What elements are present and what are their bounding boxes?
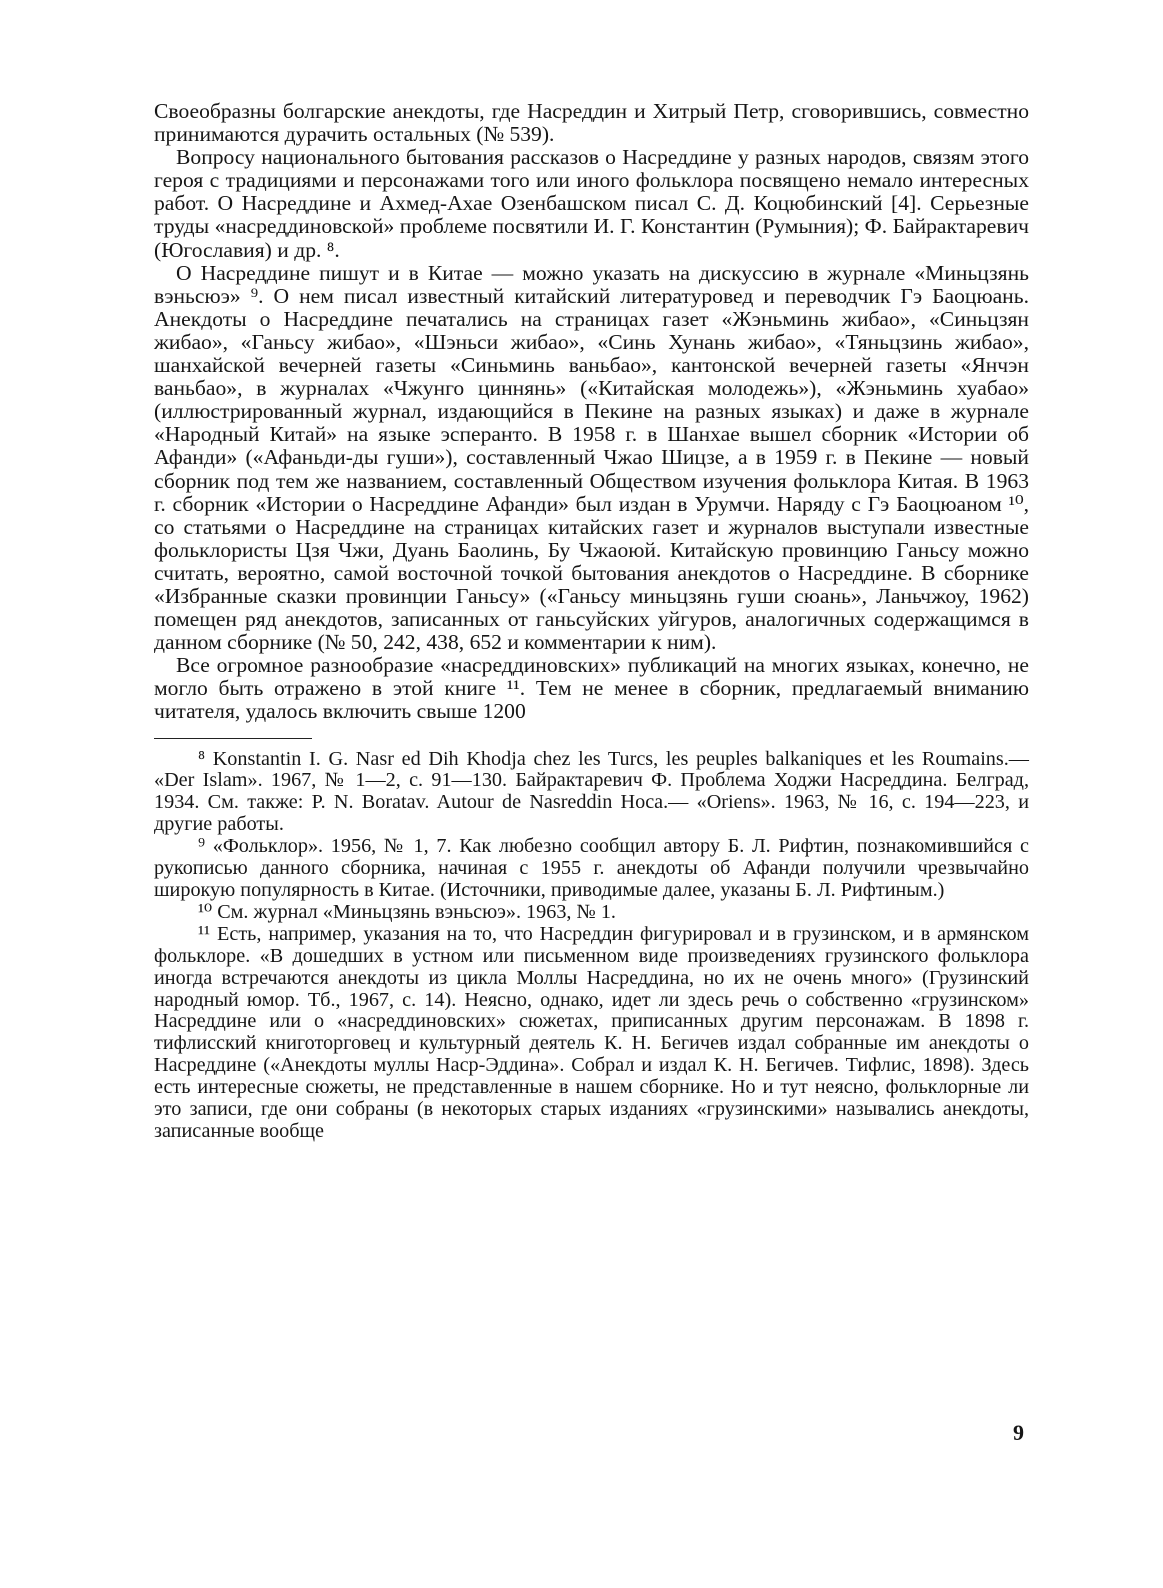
footnote: ¹¹ Есть, например, указания на то, что Насреддин фигурировал и в грузинском, и в армянском фольклоре. «В дошедших в устном или письменном виде произведениях грузинского фольклора иногда встречаются анекдоты из цикла Моллы Насреддина, но их не очень много» (Грузинский народный юмор. Тб., 1967, с. 14). Неясно, однако, идет ли здесь речь о собственно «грузинском» Насреддине или о «насреддиновских» сюжетах, приписанных другим персонажам. В 1898 г. тифлисский книготорговец и культурный деятель К. Н. Бегичев издал собранные им анекдоты о Насреддине («Анекдоты муллы Наср-Эддина». Собрал и издал К. Н. Бегичев. Тифлис, 1898). Здесь есть интересные сюжеты, не представленные в нашем сборнике. Но и тут неясно, фольклорные ли это записи, где они собраны (в некоторых старых изданиях «грузинскими» назывались анекдоты, записанные вообще [154, 922, 1029, 1142]
paragraph: О Насреддине пишут и в Китае — можно указать на дискуссию в журнале «Миньцзянь вэньсюэ» ⁹. О нем писал известный китайский литературовед и переводчик Гэ Баоцюань. Анекдоты о Насреддине печатались на страницах газет «Жэньминь жибао», «Синьцзян жибао», «Ганьсу жибао», «Шэньси жибао», «Синь Хунань жибао», «Тяньцзинь жибао», шанхайской вечерней газеты «Синьминь ваньбао», кантонской вечерней газеты «Янчэн ваньбао», в журналах «Чжунго циннянь» («Китайская молодежь»), «Жэньминь хуабао» (иллюстрированный журнал, издающийся в Пекине на разных языках) и даже в журнале «Народный Китай» на языке эсперанто. В 1958 г. в Шанхае вышел сборник «Истории об Афанди» («Афаньди-ды гуши»), составленный Чжао Шицзе, а в 1959 г. в Пекине — новый сборник под тем же названием, составленный Обществом изучения фольклора Китая. В 1963 г. сборник «Истории о Насреддине Афанди» был издан в Урумчи. Наряду с Гэ Баоцюаном ¹⁰, со статьями о Насреддине на страницах китайских газет и журналов выступали известные фольклористы Цзя Чжи, Дуань Баолинь, Бу Чжаоюй. Китайскую провинцию Ганьсу можно считать, вероятно, самой восточной точкой бытования анекдотов о Насреддине. В сборнике «Избранные сказки провинции Ганьсу» («Ганьсу миньцзянь гуши сюань», Ланьчжоу, 1962) помещен ряд анекдотов, записанных от ганьсуйских уйгуров, аналогичных содержащимся в данном сборнике (№ 50, 242, 438, 652 и комментарии к ним). [154, 260, 1029, 655]
paragraph: Вопросу национального бытования рассказов о Насреддине у разных народов, связям этого героя с традициями и персонажами того или иного фольклора посвящено немало интересных работ. О Насреддине и Ахмед-Ахае Озенбашском писал С. Д. Коцюбинский [4]. Серьезные труды «насреддиновской» проблеме посвятили И. Г. Константин (Румыния); Ф. Байрактаревич (Югославия) и др. ⁸. [154, 145, 1029, 262]
footnote: ⁸ Konstantin I. G. Nasr ed Dih Khodja chez les Turcs, les peuples balkaniques et les Roumains.— «Der Islam». 1967, № 1—2, с. 91—130. Байрактаревич Ф. Проблема Ходжи Насреддина. Белград, 1934. См. также: P. N. Boratav. Autour de Nasreddin Hoca.— «Oriens». 1963, № 16, с. 194—223, и другие работы. [154, 747, 1029, 836]
footnote: ¹⁰ См. журнал «Миньцзянь вэньсюэ». 1963, № 1. [198, 900, 616, 923]
footnotes [154, 749, 1029, 1143]
page-number: 9 [1013, 1420, 1024, 1445]
paragraph: Своеобразны болгарские анекдоты, где Насреддин и Хитрый Петр, сговорившись, совместно принимаются дурачить остальных (№ 539). [154, 99, 1029, 147]
footnote: ⁹ «Фольклор». 1956, № 1, 7. Как любезно сообщил автору Б. Л. Рифтин, познакомившийся с рукописью данного сборника, начиная с 1955 г. анекдоты об Афанди получили чрезвычайно широкую популярность в Китае. (Источники, приводимые далее, указаны Б. Л. Рифтиным.) [154, 835, 1029, 901]
text-column [154, 100, 1029, 1143]
paragraph: Все огромное разнообразие «насреддиновских» публикаций на многих языках, конечно, не могло быть отражено в этой книге ¹¹. Тем не менее в сборник, предлагаемый вниманию читателя, удалось включить свыше 1200 [154, 653, 1029, 724]
footnote-separator [154, 738, 312, 739]
main-text [154, 100, 1029, 724]
